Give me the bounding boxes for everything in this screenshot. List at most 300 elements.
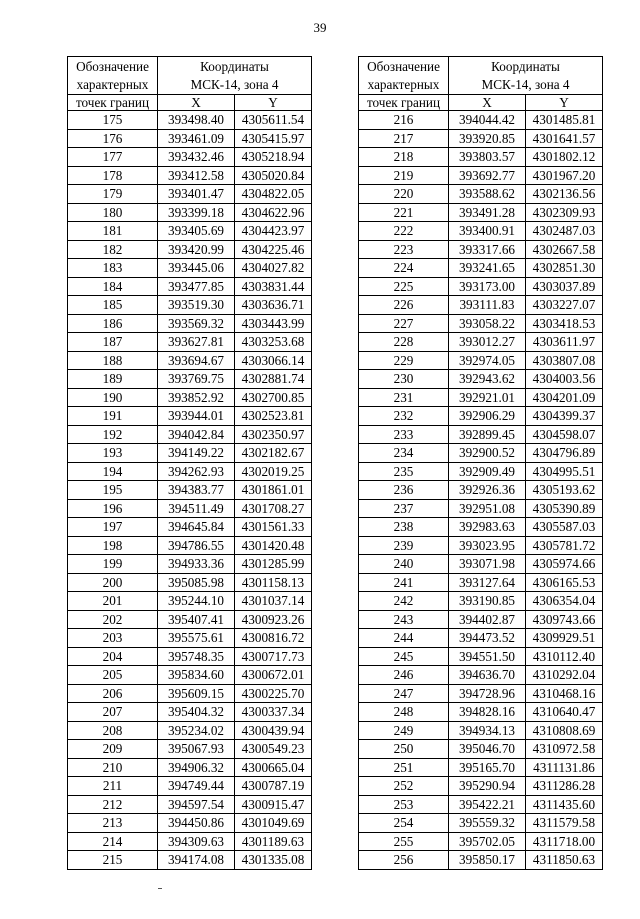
table-row bbox=[359, 240, 603, 259]
y-value-cell: 4301708.27 bbox=[235, 499, 312, 518]
point-number-cell: 199 bbox=[68, 555, 158, 574]
table-row bbox=[359, 758, 603, 777]
x-value-cell: 394473.52 bbox=[449, 629, 526, 648]
table-body-left bbox=[68, 111, 312, 870]
y-value-cell: 4304423.97 bbox=[235, 222, 312, 241]
table-row bbox=[359, 721, 603, 740]
header-label-line: Обозначение bbox=[76, 59, 149, 74]
x-column-header: X bbox=[158, 95, 235, 111]
x-value-cell: 394042.84 bbox=[158, 425, 235, 444]
y-value-cell: 4305974.66 bbox=[526, 555, 603, 574]
y-value-cell: 4304201.09 bbox=[526, 388, 603, 407]
point-number-cell: 188 bbox=[68, 351, 158, 370]
table-row bbox=[359, 499, 603, 518]
table-row bbox=[68, 777, 312, 796]
table-row bbox=[359, 111, 603, 130]
table-row bbox=[359, 555, 603, 574]
table-row bbox=[68, 444, 312, 463]
page-number: 39 bbox=[313, 20, 327, 35]
table-row bbox=[68, 832, 312, 851]
table-body-right bbox=[359, 111, 603, 870]
point-number-cell: 212 bbox=[68, 795, 158, 814]
x-column-header: X bbox=[449, 95, 526, 111]
y-value-cell: 4302136.56 bbox=[526, 185, 603, 204]
x-value-cell: 394044.42 bbox=[449, 111, 526, 130]
point-number-cell: 234 bbox=[359, 444, 449, 463]
x-value-cell: 393627.81 bbox=[158, 333, 235, 352]
header-label-line: точек границ bbox=[68, 95, 158, 111]
y-value-cell: 4304598.07 bbox=[526, 425, 603, 444]
x-value-cell: 394786.55 bbox=[158, 536, 235, 555]
y-value-cell: 4301561.33 bbox=[235, 518, 312, 537]
x-value-cell: 394174.08 bbox=[158, 851, 235, 870]
x-value-cell: 392983.63 bbox=[449, 518, 526, 537]
table-row bbox=[359, 277, 603, 296]
point-number-cell: 256 bbox=[359, 851, 449, 870]
point-number-cell: 217 bbox=[359, 129, 449, 148]
x-value-cell: 392951.08 bbox=[449, 499, 526, 518]
table-row bbox=[359, 536, 603, 555]
x-value-cell: 393569.32 bbox=[158, 314, 235, 333]
point-number-cell: 221 bbox=[359, 203, 449, 222]
y-value-cell: 4310640.47 bbox=[526, 703, 603, 722]
table-row bbox=[359, 444, 603, 463]
header-coords-line: МСК-14, зона 4 bbox=[481, 77, 570, 92]
y-value-cell: 4304995.51 bbox=[526, 462, 603, 481]
x-value-cell: 392906.29 bbox=[449, 407, 526, 426]
y-value-cell: 4309929.51 bbox=[526, 629, 603, 648]
table-row bbox=[68, 370, 312, 389]
x-value-cell: 395244.10 bbox=[158, 592, 235, 611]
point-number-cell: 175 bbox=[68, 111, 158, 130]
point-number-cell: 211 bbox=[68, 777, 158, 796]
x-value-cell: 394728.96 bbox=[449, 684, 526, 703]
point-number-cell: 182 bbox=[68, 240, 158, 259]
table-row bbox=[68, 203, 312, 222]
x-value-cell: 395575.61 bbox=[158, 629, 235, 648]
x-value-cell: 394645.84 bbox=[158, 518, 235, 537]
x-value-cell: 394149.22 bbox=[158, 444, 235, 463]
x-value-cell: 392926.36 bbox=[449, 481, 526, 500]
x-value-cell: 393071.98 bbox=[449, 555, 526, 574]
y-value-cell: 4302182.67 bbox=[235, 444, 312, 463]
point-number-cell: 223 bbox=[359, 240, 449, 259]
y-value-cell: 4301802.12 bbox=[526, 148, 603, 167]
y-value-cell: 4300549.23 bbox=[235, 740, 312, 759]
table-row bbox=[68, 684, 312, 703]
header-label-line: характерных bbox=[367, 77, 440, 92]
point-number-cell: 254 bbox=[359, 814, 449, 833]
y-value-cell: 4302309.93 bbox=[526, 203, 603, 222]
y-value-cell: 4300672.01 bbox=[235, 666, 312, 685]
x-value-cell: 393127.64 bbox=[449, 573, 526, 592]
x-value-cell: 394262.93 bbox=[158, 462, 235, 481]
x-value-cell: 393012.27 bbox=[449, 333, 526, 352]
y-value-cell: 4301158.13 bbox=[235, 573, 312, 592]
point-number-cell: 187 bbox=[68, 333, 158, 352]
y-value-cell: 4300717.73 bbox=[235, 647, 312, 666]
y-value-cell: 4311435.60 bbox=[526, 795, 603, 814]
x-value-cell: 395404.32 bbox=[158, 703, 235, 722]
y-value-cell: 4302700.85 bbox=[235, 388, 312, 407]
y-value-cell: 4309743.66 bbox=[526, 610, 603, 629]
point-number-cell: 251 bbox=[359, 758, 449, 777]
y-column-header: Y bbox=[526, 95, 603, 111]
header-label-line: характерных bbox=[76, 77, 149, 92]
point-number-cell: 249 bbox=[359, 721, 449, 740]
point-number-cell: 200 bbox=[68, 573, 158, 592]
table-row bbox=[359, 425, 603, 444]
x-value-cell: 393477.85 bbox=[158, 277, 235, 296]
point-number-cell: 189 bbox=[68, 370, 158, 389]
point-number-cell: 178 bbox=[68, 166, 158, 185]
point-number-cell: 184 bbox=[68, 277, 158, 296]
x-value-cell: 394636.70 bbox=[449, 666, 526, 685]
point-number-cell: 193 bbox=[68, 444, 158, 463]
y-value-cell: 4300439.94 bbox=[235, 721, 312, 740]
x-value-cell: 394450.86 bbox=[158, 814, 235, 833]
table-row bbox=[68, 666, 312, 685]
point-number-cell: 176 bbox=[68, 129, 158, 148]
point-number-cell: 207 bbox=[68, 703, 158, 722]
x-value-cell: 392921.01 bbox=[449, 388, 526, 407]
x-value-cell: 395559.32 bbox=[449, 814, 526, 833]
x-value-cell: 393405.69 bbox=[158, 222, 235, 241]
header-label-line: Обозначение bbox=[367, 59, 440, 74]
x-value-cell: 395702.05 bbox=[449, 832, 526, 851]
y-value-cell: 4306354.04 bbox=[526, 592, 603, 611]
table-row bbox=[68, 351, 312, 370]
x-value-cell: 393400.91 bbox=[449, 222, 526, 241]
x-value-cell: 392943.62 bbox=[449, 370, 526, 389]
table-row bbox=[68, 388, 312, 407]
point-number-cell: 233 bbox=[359, 425, 449, 444]
x-value-cell: 394749.44 bbox=[158, 777, 235, 796]
point-number-cell: 222 bbox=[359, 222, 449, 241]
y-value-cell: 4301420.48 bbox=[235, 536, 312, 555]
table-row bbox=[359, 388, 603, 407]
header-coords-line: МСК-14, зона 4 bbox=[190, 77, 279, 92]
point-number-cell: 236 bbox=[359, 481, 449, 500]
y-value-cell: 4305218.94 bbox=[235, 148, 312, 167]
y-value-cell: 4301037.14 bbox=[235, 592, 312, 611]
y-value-cell: 4304822.05 bbox=[235, 185, 312, 204]
table-row bbox=[359, 351, 603, 370]
point-number-cell: 230 bbox=[359, 370, 449, 389]
x-value-cell: 393491.28 bbox=[449, 203, 526, 222]
y-value-cell: 4301485.81 bbox=[526, 111, 603, 130]
x-value-cell: 394828.16 bbox=[449, 703, 526, 722]
point-label-header bbox=[359, 57, 449, 95]
table-row bbox=[68, 425, 312, 444]
x-value-cell: 392900.52 bbox=[449, 444, 526, 463]
point-number-cell: 250 bbox=[359, 740, 449, 759]
table-row bbox=[359, 166, 603, 185]
table-row bbox=[68, 814, 312, 833]
y-value-cell: 4303443.99 bbox=[235, 314, 312, 333]
y-column-header: Y bbox=[235, 95, 312, 111]
table-row bbox=[359, 740, 603, 759]
point-number-cell: 231 bbox=[359, 388, 449, 407]
point-number-cell: 232 bbox=[359, 407, 449, 426]
point-number-cell: 216 bbox=[359, 111, 449, 130]
x-value-cell: 395046.70 bbox=[449, 740, 526, 759]
table-row bbox=[359, 703, 603, 722]
y-value-cell: 4310468.16 bbox=[526, 684, 603, 703]
point-number-cell: 255 bbox=[359, 832, 449, 851]
y-value-cell: 4303253.68 bbox=[235, 333, 312, 352]
table-row bbox=[68, 499, 312, 518]
x-value-cell: 393692.77 bbox=[449, 166, 526, 185]
point-number-cell: 191 bbox=[68, 407, 158, 426]
point-number-cell: 220 bbox=[359, 185, 449, 204]
point-number-cell: 205 bbox=[68, 666, 158, 685]
table-row bbox=[359, 407, 603, 426]
scan-mark bbox=[158, 888, 162, 889]
point-number-cell: 239 bbox=[359, 536, 449, 555]
point-number-cell: 238 bbox=[359, 518, 449, 537]
point-number-cell: 201 bbox=[68, 592, 158, 611]
table-row bbox=[68, 703, 312, 722]
point-number-cell: 237 bbox=[359, 499, 449, 518]
table-row bbox=[359, 795, 603, 814]
point-number-cell: 202 bbox=[68, 610, 158, 629]
point-number-cell: 228 bbox=[359, 333, 449, 352]
table-row bbox=[68, 259, 312, 278]
y-value-cell: 4301049.69 bbox=[235, 814, 312, 833]
x-value-cell: 395407.41 bbox=[158, 610, 235, 629]
point-number-cell: 246 bbox=[359, 666, 449, 685]
table-row bbox=[68, 296, 312, 315]
x-value-cell: 394906.32 bbox=[158, 758, 235, 777]
table-row bbox=[359, 203, 603, 222]
x-value-cell: 393401.47 bbox=[158, 185, 235, 204]
table-row bbox=[359, 129, 603, 148]
y-value-cell: 4305587.03 bbox=[526, 518, 603, 537]
y-value-cell: 4301189.63 bbox=[235, 832, 312, 851]
x-value-cell: 395748.35 bbox=[158, 647, 235, 666]
point-number-cell: 186 bbox=[68, 314, 158, 333]
y-value-cell: 4302851.30 bbox=[526, 259, 603, 278]
point-number-cell: 203 bbox=[68, 629, 158, 648]
y-value-cell: 4305390.89 bbox=[526, 499, 603, 518]
point-number-cell: 252 bbox=[359, 777, 449, 796]
table-row bbox=[68, 222, 312, 241]
point-number-cell: 243 bbox=[359, 610, 449, 629]
table-row bbox=[68, 647, 312, 666]
table-row bbox=[359, 666, 603, 685]
point-number-cell: 208 bbox=[68, 721, 158, 740]
x-value-cell: 394597.54 bbox=[158, 795, 235, 814]
y-value-cell: 4303227.07 bbox=[526, 296, 603, 315]
coordinates-header bbox=[449, 57, 603, 95]
table-row bbox=[68, 333, 312, 352]
y-value-cell: 4304027.82 bbox=[235, 259, 312, 278]
point-number-cell: 206 bbox=[68, 684, 158, 703]
x-value-cell: 393023.95 bbox=[449, 536, 526, 555]
point-number-cell: 185 bbox=[68, 296, 158, 315]
y-value-cell: 4300337.34 bbox=[235, 703, 312, 722]
point-number-cell: 195 bbox=[68, 481, 158, 500]
x-value-cell: 394309.63 bbox=[158, 832, 235, 851]
table-row bbox=[359, 573, 603, 592]
y-value-cell: 4303066.14 bbox=[235, 351, 312, 370]
point-number-cell: 241 bbox=[359, 573, 449, 592]
y-value-cell: 4303831.44 bbox=[235, 277, 312, 296]
table-row bbox=[359, 629, 603, 648]
x-value-cell: 393694.67 bbox=[158, 351, 235, 370]
x-value-cell: 392899.45 bbox=[449, 425, 526, 444]
point-number-cell: 204 bbox=[68, 647, 158, 666]
table-row bbox=[68, 795, 312, 814]
table-row bbox=[359, 185, 603, 204]
y-value-cell: 4311286.28 bbox=[526, 777, 603, 796]
y-value-cell: 4303611.97 bbox=[526, 333, 603, 352]
x-value-cell: 393852.92 bbox=[158, 388, 235, 407]
y-value-cell: 4300787.19 bbox=[235, 777, 312, 796]
header-label-line: точек границ bbox=[359, 95, 449, 111]
point-number-cell: 229 bbox=[359, 351, 449, 370]
x-value-cell: 395422.21 bbox=[449, 795, 526, 814]
y-value-cell: 4311579.58 bbox=[526, 814, 603, 833]
table-row bbox=[359, 647, 603, 666]
table-row bbox=[68, 111, 312, 130]
y-value-cell: 4302667.58 bbox=[526, 240, 603, 259]
y-value-cell: 4311850.63 bbox=[526, 851, 603, 870]
table-row bbox=[68, 592, 312, 611]
table-row bbox=[68, 240, 312, 259]
x-value-cell: 393944.01 bbox=[158, 407, 235, 426]
table-row bbox=[68, 481, 312, 500]
y-value-cell: 4300665.04 bbox=[235, 758, 312, 777]
x-value-cell: 393461.09 bbox=[158, 129, 235, 148]
table-row bbox=[359, 370, 603, 389]
y-value-cell: 4302019.25 bbox=[235, 462, 312, 481]
point-number-cell: 210 bbox=[68, 758, 158, 777]
x-value-cell: 394383.77 bbox=[158, 481, 235, 500]
y-value-cell: 4304796.89 bbox=[526, 444, 603, 463]
x-value-cell: 393498.40 bbox=[158, 111, 235, 130]
coordinates-table-right bbox=[358, 56, 603, 870]
y-value-cell: 4302350.97 bbox=[235, 425, 312, 444]
table-row bbox=[68, 314, 312, 333]
x-value-cell: 393420.99 bbox=[158, 240, 235, 259]
table-row bbox=[68, 721, 312, 740]
x-value-cell: 393803.57 bbox=[449, 148, 526, 167]
table-row bbox=[359, 592, 603, 611]
table-row bbox=[359, 462, 603, 481]
y-value-cell: 4304225.46 bbox=[235, 240, 312, 259]
y-value-cell: 4305415.97 bbox=[235, 129, 312, 148]
point-number-cell: 253 bbox=[359, 795, 449, 814]
point-number-cell: 244 bbox=[359, 629, 449, 648]
y-value-cell: 4301861.01 bbox=[235, 481, 312, 500]
x-value-cell: 395067.93 bbox=[158, 740, 235, 759]
point-number-cell: 196 bbox=[68, 499, 158, 518]
y-value-cell: 4305020.84 bbox=[235, 166, 312, 185]
y-value-cell: 4302523.81 bbox=[235, 407, 312, 426]
point-number-cell: 215 bbox=[68, 851, 158, 870]
point-number-cell: 190 bbox=[68, 388, 158, 407]
point-number-cell: 177 bbox=[68, 148, 158, 167]
x-value-cell: 394933.36 bbox=[158, 555, 235, 574]
table-row bbox=[68, 518, 312, 537]
table-row bbox=[68, 851, 312, 870]
y-value-cell: 4300923.26 bbox=[235, 610, 312, 629]
table-row bbox=[68, 148, 312, 167]
y-value-cell: 4311131.86 bbox=[526, 758, 603, 777]
y-value-cell: 4302487.03 bbox=[526, 222, 603, 241]
y-value-cell: 4303037.89 bbox=[526, 277, 603, 296]
table-row bbox=[68, 740, 312, 759]
table-row bbox=[68, 407, 312, 426]
y-value-cell: 4303807.08 bbox=[526, 351, 603, 370]
x-value-cell: 393173.00 bbox=[449, 277, 526, 296]
table-row bbox=[68, 462, 312, 481]
y-value-cell: 4305781.72 bbox=[526, 536, 603, 555]
y-value-cell: 4301285.99 bbox=[235, 555, 312, 574]
point-number-cell: 219 bbox=[359, 166, 449, 185]
header-coords-line: Координаты bbox=[491, 59, 560, 74]
y-value-cell: 4301967.20 bbox=[526, 166, 603, 185]
point-number-cell: 214 bbox=[68, 832, 158, 851]
y-value-cell: 4304399.37 bbox=[526, 407, 603, 426]
x-value-cell: 395290.94 bbox=[449, 777, 526, 796]
y-value-cell: 4304622.96 bbox=[235, 203, 312, 222]
table-row bbox=[359, 296, 603, 315]
x-value-cell: 393317.66 bbox=[449, 240, 526, 259]
y-value-cell: 4311718.00 bbox=[526, 832, 603, 851]
x-value-cell: 393920.85 bbox=[449, 129, 526, 148]
x-value-cell: 393445.06 bbox=[158, 259, 235, 278]
table-row bbox=[68, 277, 312, 296]
x-value-cell: 395850.17 bbox=[449, 851, 526, 870]
point-number-cell: 240 bbox=[359, 555, 449, 574]
x-value-cell: 394934.13 bbox=[449, 721, 526, 740]
point-number-cell: 192 bbox=[68, 425, 158, 444]
y-value-cell: 4310112.40 bbox=[526, 647, 603, 666]
coordinates-header bbox=[158, 57, 312, 95]
y-value-cell: 4300816.72 bbox=[235, 629, 312, 648]
point-number-cell: 227 bbox=[359, 314, 449, 333]
table-row bbox=[359, 314, 603, 333]
table-row bbox=[68, 166, 312, 185]
x-value-cell: 393058.22 bbox=[449, 314, 526, 333]
y-value-cell: 4310808.69 bbox=[526, 721, 603, 740]
x-value-cell: 395609.15 bbox=[158, 684, 235, 703]
x-value-cell: 395085.98 bbox=[158, 573, 235, 592]
header-coords-line: Координаты bbox=[200, 59, 269, 74]
table-row bbox=[68, 536, 312, 555]
point-number-cell: 213 bbox=[68, 814, 158, 833]
point-number-cell: 248 bbox=[359, 703, 449, 722]
table-row bbox=[359, 481, 603, 500]
table-row bbox=[359, 222, 603, 241]
y-value-cell: 4301335.08 bbox=[235, 851, 312, 870]
x-value-cell: 394402.87 bbox=[449, 610, 526, 629]
y-value-cell: 4300225.70 bbox=[235, 684, 312, 703]
x-value-cell: 393399.18 bbox=[158, 203, 235, 222]
x-value-cell: 395834.60 bbox=[158, 666, 235, 685]
point-number-cell: 242 bbox=[359, 592, 449, 611]
y-value-cell: 4306165.53 bbox=[526, 573, 603, 592]
x-value-cell: 393190.85 bbox=[449, 592, 526, 611]
table-row bbox=[359, 684, 603, 703]
table-row bbox=[359, 777, 603, 796]
table-row bbox=[359, 333, 603, 352]
x-value-cell: 393241.65 bbox=[449, 259, 526, 278]
table-row bbox=[359, 518, 603, 537]
